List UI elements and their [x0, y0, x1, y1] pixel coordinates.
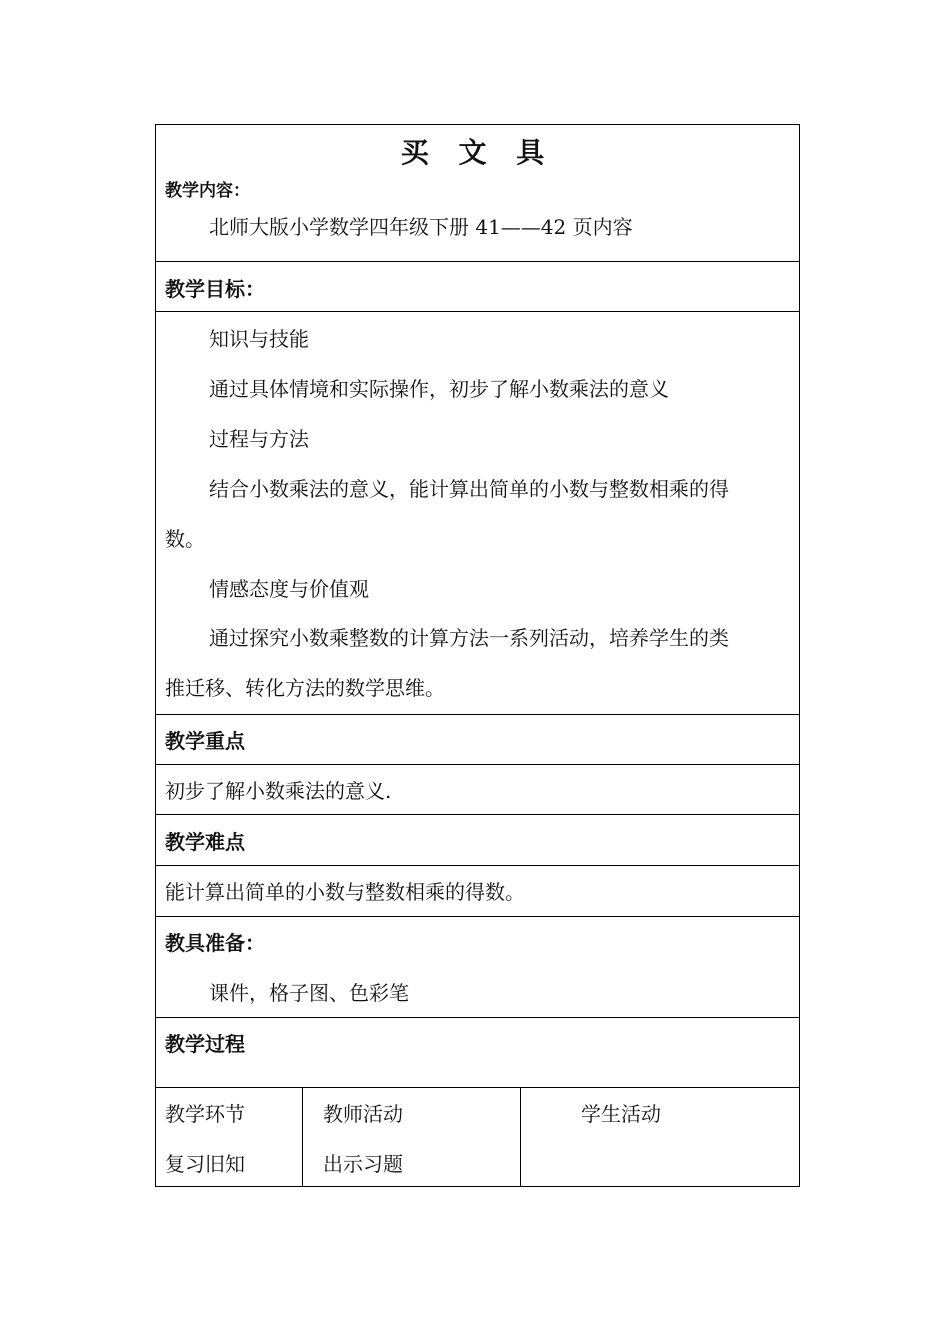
- divider: [156, 261, 799, 262]
- table-cell-stage: 复习旧知: [165, 1152, 245, 1176]
- table-column-divider: [520, 1087, 521, 1187]
- objective-line: 数。: [165, 527, 205, 551]
- divider: [156, 916, 799, 917]
- difficulty-text: 能计算出简单的小数与整数相乘的得数。: [165, 880, 525, 904]
- objective-line: 过程与方法: [209, 427, 309, 451]
- divider: [156, 311, 799, 312]
- table-header-student: 学生活动: [581, 1102, 661, 1126]
- key-point-heading: 教学重点: [165, 729, 245, 753]
- objective-line: 结合小数乘法的意义，能计算出简单的小数与整数相乘的得: [209, 477, 729, 501]
- content-heading: 教学内容：: [165, 181, 250, 201]
- objective-line: 推迁移、转化方法的数学思维。: [165, 676, 445, 700]
- objectives-heading: 教学目标：: [165, 277, 265, 301]
- objective-line: 通过具体情境和实际操作，初步了解小数乘法的意义: [209, 377, 669, 401]
- key-point-text: 初步了解小数乘法的意义.: [165, 779, 392, 803]
- materials-text: 课件，格子图、色彩笔: [209, 981, 409, 1005]
- divider: [156, 1017, 799, 1018]
- table-cell-teacher: 出示习题: [323, 1152, 403, 1176]
- table-column-divider: [302, 1087, 303, 1187]
- process-heading: 教学过程: [165, 1032, 245, 1056]
- table-header-teacher: 教师活动: [323, 1102, 403, 1126]
- table-header-stage: 教学环节: [165, 1102, 245, 1126]
- document-title: 买 文 具: [400, 136, 555, 169]
- divider: [156, 1087, 799, 1088]
- lesson-plan-document: [155, 124, 800, 1187]
- divider: [156, 814, 799, 815]
- content-text: 北师大版小学数学四年级下册 41——42 页内容: [209, 215, 633, 239]
- divider: [156, 714, 799, 715]
- difficulty-heading: 教学难点: [165, 830, 245, 854]
- objective-line: 通过探究小数乘整数的计算方法一系列活动，培养学生的类: [209, 626, 729, 650]
- objective-line: 知识与技能: [209, 327, 309, 351]
- materials-heading: 教具准备：: [165, 931, 265, 955]
- divider: [156, 865, 799, 866]
- divider: [156, 764, 799, 765]
- objective-line: 情感态度与价值观: [209, 577, 369, 601]
